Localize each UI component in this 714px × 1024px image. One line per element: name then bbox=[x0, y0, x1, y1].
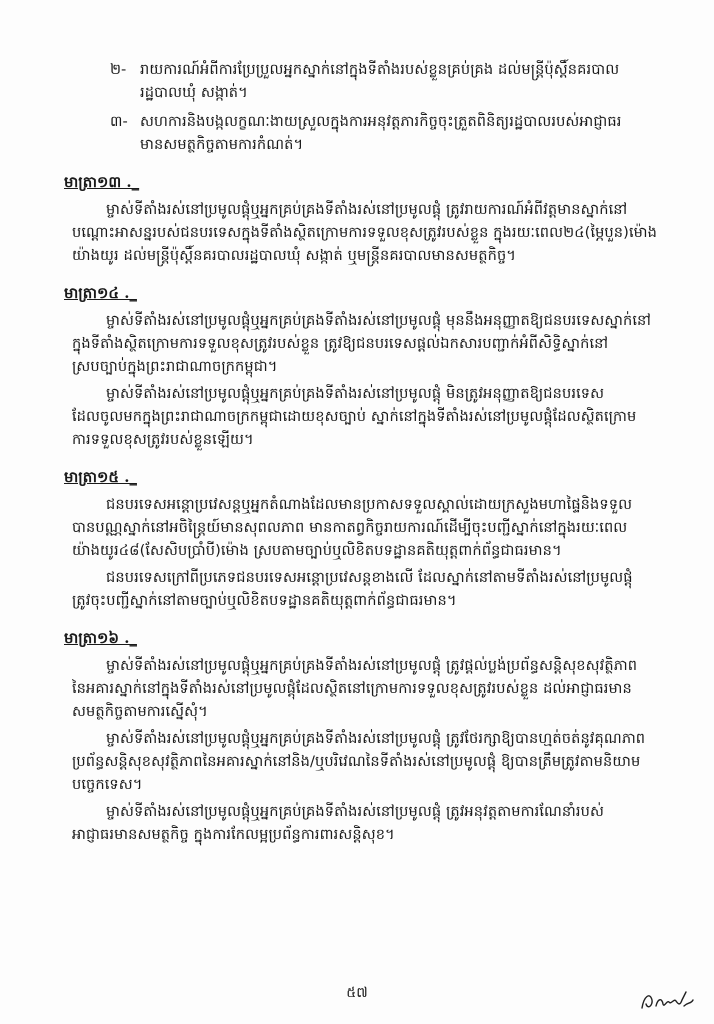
paragraph-line: បច្ចេកទេស។ bbox=[72, 776, 143, 793]
article-14 bbox=[64, 281, 676, 451]
paragraph-line: ម្ចាស់ទីតាំងរស់នៅប្រមូលផ្តុំឬអ្នកគ្រប់គ្រងទីតាំងរស់នៅប្រមូលផ្តុំ មិនត្រូវអនុញ្ញាតឱ្យជនបរទេស bbox=[106, 385, 605, 402]
paragraph-line: ស្របច្បាប់ក្នុងព្រះរាជាណាចក្រកម្ពុជា។ bbox=[72, 358, 278, 375]
paragraph-line: ម្ចាស់ទីតាំងរស់នៅប្រមូលផ្តុំឬអ្នកគ្រប់គ្រងទីតាំងរស់នៅប្រមូលផ្តុំ ត្រូវថែរក្សាឱ្យបានហ្មត់ចត់នូវគុណភាព bbox=[106, 730, 646, 747]
paragraph-line: ម្ចាស់ទីតាំងរស់នៅប្រមូលផ្តុំឬអ្នកគ្រប់គ្រងទីតាំងរស់នៅប្រមូលផ្តុំ ត្រូវអនុវត្តតាមការណែនាំរបស់ bbox=[106, 803, 604, 820]
paragraph bbox=[72, 654, 676, 723]
article-16 bbox=[64, 626, 676, 846]
paragraph-line: យ៉ាងយូរ៤៨(សែសិបប្រាំបី)ម៉ោង ស្របតាមច្បាប់ឬលិខិតបទដ្ឋានគតិយុត្តពាក់ព័ន្ធជាធរមាន។ bbox=[72, 542, 562, 559]
paragraph-line: អាជ្ញាធរមានសមត្ថកិច្ច ក្នុងការកែលម្អប្រព័ន្ធការពារសន្តិសុខ។ bbox=[72, 826, 395, 843]
article-title: មាត្រា១៣ ._ bbox=[64, 173, 140, 191]
paragraph-line: សមត្ថកិច្ចតាមការស្នើសុំ។ bbox=[72, 703, 208, 720]
paragraph-line: ក្នុងទីតាំងស្ថិតក្រោមការទទួលខុសត្រូវរបស់ខ្លួន ត្រូវឱ្យជនបរទេសផ្តល់ឯកសារបញ្ជាក់អំពីសិទ្ធិស្នាក់នៅ bbox=[72, 335, 609, 352]
article-title: មាត្រា១៦ ._ bbox=[64, 629, 137, 647]
paragraph bbox=[72, 198, 676, 267]
paragraph bbox=[72, 309, 676, 378]
paragraph bbox=[72, 800, 676, 846]
paragraph-line: ជនបរទេសអន្តោប្រវេសន្តឬអ្នកតំណាងដែលមានប្រកាសទទួលស្គាល់ដោយក្រសួងមហាផ្ទៃនិងទទួល bbox=[106, 496, 633, 513]
page-number: ៥៧ bbox=[346, 985, 368, 1001]
paragraph-line: ម្ចាស់ទីតាំងរស់នៅប្រមូលផ្តុំឬអ្នកគ្រប់គ្រងទីតាំងរស់នៅប្រមូលផ្តុំ មុននឹងអនុញ្ញាតឱ្យជនបរទេសស្នាក់នៅ bbox=[106, 312, 652, 329]
list-item-number: ២- bbox=[110, 61, 127, 78]
paragraph-line: ត្រូវចុះបញ្ជីស្នាក់នៅតាមច្បាប់ឬលិខិតបទដ្ឋានគតិយុត្តពាក់ព័ន្ធជាធរមាន។ bbox=[72, 592, 457, 609]
paragraph-line: នៃអគារស្នាក់នៅក្នុងទីតាំងរស់នៅប្រមូលផ្តុំដែលស្ថិតនៅក្រោមការទទួលខុសត្រូវរបស់ខ្លួន ដល់អាជ្ញាធរមាន bbox=[72, 680, 632, 697]
list-item-line: មានសមត្ថកិច្ចតាមការកំណត់។ bbox=[140, 136, 304, 153]
paragraph-line: ដែលចូលមកក្នុងព្រះរាជាណាចក្រកម្ពុជាដោយខុសច្បាប់ ស្នាក់នៅក្នុងទីតាំងរស់នៅប្រមូលផ្តុំដែលស្ថិតក្រោម bbox=[72, 408, 637, 425]
list-item bbox=[72, 58, 676, 104]
article-13 bbox=[64, 170, 676, 267]
paragraph bbox=[72, 493, 676, 562]
signature-initials bbox=[636, 986, 696, 1016]
paragraph bbox=[72, 566, 676, 612]
list-item bbox=[72, 110, 676, 156]
article-15 bbox=[64, 465, 676, 612]
list-item-line: រដ្ឋបាលឃុំ សង្កាត់។ bbox=[140, 84, 248, 101]
paragraph bbox=[72, 382, 676, 451]
list-item-line: សហការនិងបង្កលក្ខណៈងាយស្រួលក្នុងការអនុវត្តភារកិច្ចចុះត្រួតពិនិត្យរដ្ឋបាលរបស់អាជ្ញាធរ bbox=[140, 113, 622, 130]
paragraph-line: ម្ចាស់ទីតាំងរស់នៅប្រមូលផ្តុំឬអ្នកគ្រប់គ្រងទីតាំងរស់នៅប្រមូលផ្តុំ ត្រូវរាយការណ៍អំពីវត្តមានស្នាក់នៅ bbox=[106, 201, 628, 218]
paragraph-line: ជនបរទេសក្រៅពីប្រភេទជនបរទេសអន្តោប្រវេសន្តខាងលើ ដែលស្នាក់នៅតាមទីតាំងរស់នៅប្រមូលផ្តុំ bbox=[106, 569, 633, 586]
paragraph-line: ម្ចាស់ទីតាំងរស់នៅប្រមូលផ្តុំឬអ្នកគ្រប់គ្រងទីតាំងរស់នៅប្រមូលផ្តុំ ត្រូវផ្តល់ប្លង់ប្រព័ន្ធសន្តិសុខសុវត្ថិភាព bbox=[106, 657, 638, 674]
list-item-line: រាយការណ៍អំពីការប្រែប្រួលអ្នកស្នាក់នៅក្នុងទីតាំងរបស់ខ្លួនគ្រប់គ្រង ដល់មន្ត្រីប៉ុស្តិ៍នគរបាល bbox=[140, 61, 620, 78]
paragraph-line: ប្រព័ន្ធសន្តិសុខសុវត្ថិភាពនៃអគារស្នាក់នៅនិង/ឬបរិវេណនៃទីតាំងរស់នៅប្រមូលផ្តុំ ឱ្យបានត្រឹមត្រូវតាមនិយាម bbox=[72, 753, 641, 770]
document-body bbox=[64, 58, 676, 850]
paragraph bbox=[72, 727, 676, 796]
paragraph-line: បណ្តោះអាសន្នរបស់ជនបរទេសក្នុងទីតាំងស្ថិតក្រោមការទទួលខុសត្រូវរបស់ខ្លួន ក្នុងរយៈពេល២៤(ម្ភៃបួន)ម៉ោង bbox=[72, 224, 657, 241]
article-title: មាត្រា១៤ ._ bbox=[64, 284, 137, 302]
article-title: មាត្រា១៥ ._ bbox=[64, 468, 137, 486]
list-item-number: ៣- bbox=[110, 113, 128, 130]
paragraph-line: យ៉ាងយូរ ដល់មន្ត្រីប៉ុស្តិ៍នគរបាលរដ្ឋបាលឃុំ សង្កាត់ ឬមន្ត្រីនគរបាលមានសមត្ថកិច្ច។ bbox=[72, 247, 517, 264]
paragraph-line: ការទទួលខុសត្រូវរបស់ខ្លួនឡើយ។ bbox=[72, 431, 254, 448]
paragraph-line: បានបណ្ណស្នាក់នៅអចិន្ត្រៃយ៍មានសុពលភាព មានកាតព្វកិច្ចរាយការណ៍ដើម្បីចុះបញ្ជីស្នាក់នៅក្នុងរយៈពេល bbox=[72, 519, 628, 536]
